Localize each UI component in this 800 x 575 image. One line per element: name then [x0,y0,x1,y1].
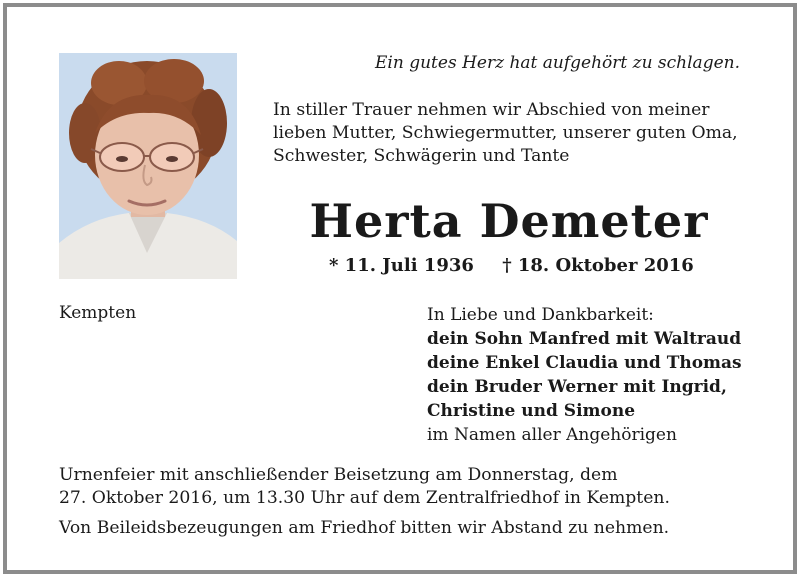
intro-line: lieben Mutter, Schwiegermutter, unserer guten Oma, [273,123,738,143]
mourner-line: dein Bruder Werner mit Ingrid, [427,377,727,397]
condolence-note: Von Beileidsbezeugungen am Friedhof bitten wir Abstand zu nehmen. [59,518,670,538]
obituary-frame [3,3,797,574]
intro-line: In stiller Trauer nehmen wir Abschied von meiner [273,100,710,120]
funeral-info [59,464,759,510]
intro-line: Schwester, Schwägerin und Tante [273,146,570,166]
mourner-line: dein Sohn Manfred mit Waltraud [427,329,742,349]
intro-text [273,99,757,168]
birth-date: * 11. Juli 1936 [329,255,474,276]
mourners-intro: In Liebe und Dankbarkeit: [427,305,654,325]
mourner-line: deine Enkel Claudia und Thomas [427,353,742,373]
deceased-name: Herta Demeter [309,194,709,248]
place: Kempten [59,303,137,323]
funeral-line: 27. Oktober 2016, um 13.30 Uhr auf dem Zentralfriedhof in Kempten. [59,488,670,508]
life-dates [329,255,694,276]
motto: Ein gutes Herz hat aufgehört zu schlagen. [375,53,740,73]
mourners-outro: im Namen aller Angehörigen [427,425,677,445]
mourner-line: Christine und Simone [427,401,636,421]
funeral-line: Urnenfeier mit anschließender Beisetzung am Donnerstag, dem [59,465,618,485]
mourners-block [427,303,742,447]
portrait-photo [59,53,237,279]
death-date: † 18. Oktober 2016 [502,255,694,276]
